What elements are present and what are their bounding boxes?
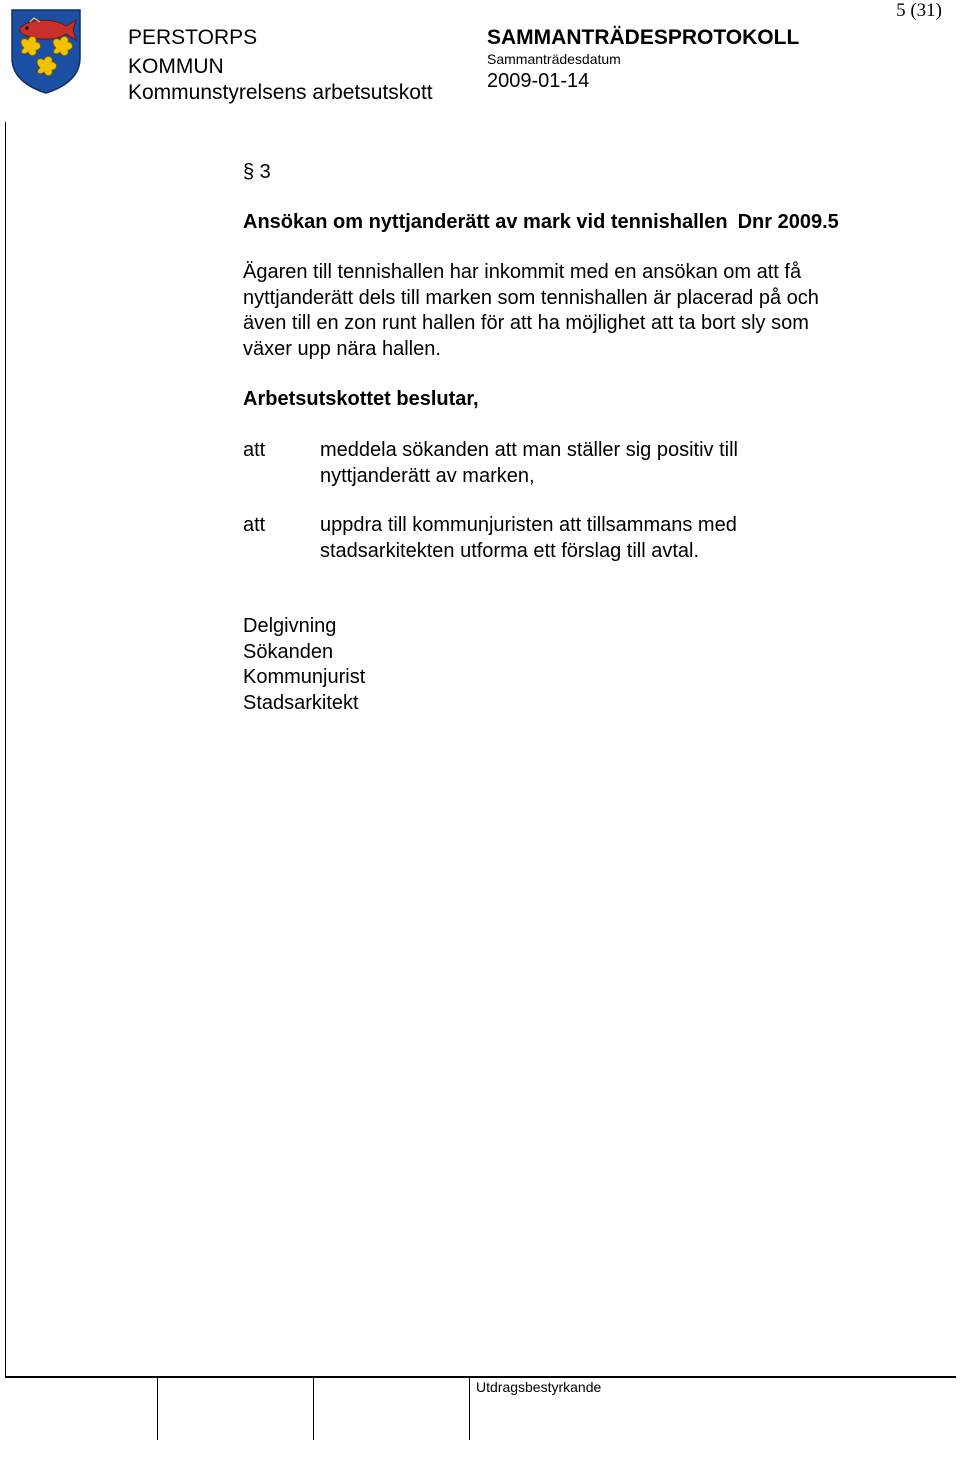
heading-dnr: Dnr 2009.5	[737, 211, 839, 233]
page-number: 5 (31)	[896, 0, 942, 21]
meeting-date: 2009-01-14	[487, 70, 590, 92]
decision-label: att	[243, 439, 266, 461]
decision-line: stadsarkitekten utforma ett förslag till avtal.	[320, 539, 700, 562]
org-name-line2: KOMMUN	[128, 55, 224, 78]
decision-text	[320, 513, 940, 564]
section-paragraph	[243, 260, 903, 362]
distribution-item: Kommunjurist	[243, 666, 366, 688]
paragraph-line: växer upp nära hallen.	[243, 337, 441, 360]
coat-of-arms-icon	[10, 8, 82, 94]
section-number: § 3	[243, 161, 271, 183]
footer-signature-divider	[313, 1377, 314, 1440]
distribution-heading: Delgivning	[243, 615, 337, 637]
distribution-item: Stadsarkitekt	[243, 691, 359, 714]
meeting-date-label: Sammanträdesdatum	[487, 51, 621, 67]
decision-label: att	[243, 514, 266, 536]
distribution-list	[243, 614, 365, 716]
org-name-line1: PERSTORPS	[128, 26, 258, 49]
decision-line: uppdra till kommunjuristen att tillsammans med	[320, 514, 737, 536]
footer-signature-divider	[157, 1377, 158, 1440]
heading-title: Ansökan om nyttjanderätt av mark vid tennishallen	[243, 211, 728, 233]
decision-text	[320, 438, 940, 489]
document-title: SAMMANTRÄDESPROTOKOLL	[487, 26, 800, 49]
decision-heading: Arbetsutskottet beslutar,	[243, 388, 479, 410]
paragraph-line: även till en zon runt hallen för att ha möjlighet att ta bort sly som	[243, 312, 809, 334]
left-margin-rule	[5, 122, 6, 1377]
decision-line: meddela sökanden att man ställer sig positiv till	[320, 439, 738, 461]
decision-line: nyttjanderätt av marken,	[320, 464, 535, 487]
footer-signature-divider	[469, 1377, 470, 1440]
footer-verification-label: Utdragsbestyrkande	[476, 1379, 602, 1395]
distribution-item: Sökanden	[243, 640, 334, 663]
footer-rule	[5, 1376, 956, 1378]
paragraph-line: Ägaren till tennishallen har inkommit med en ansökan om att få	[243, 261, 802, 283]
org-committee: Kommunstyrelsens arbetsutskott	[128, 81, 433, 104]
section-heading	[243, 210, 839, 236]
paragraph-line: nyttjanderätt dels till marken som tennishallen är placerad på och	[243, 286, 819, 309]
